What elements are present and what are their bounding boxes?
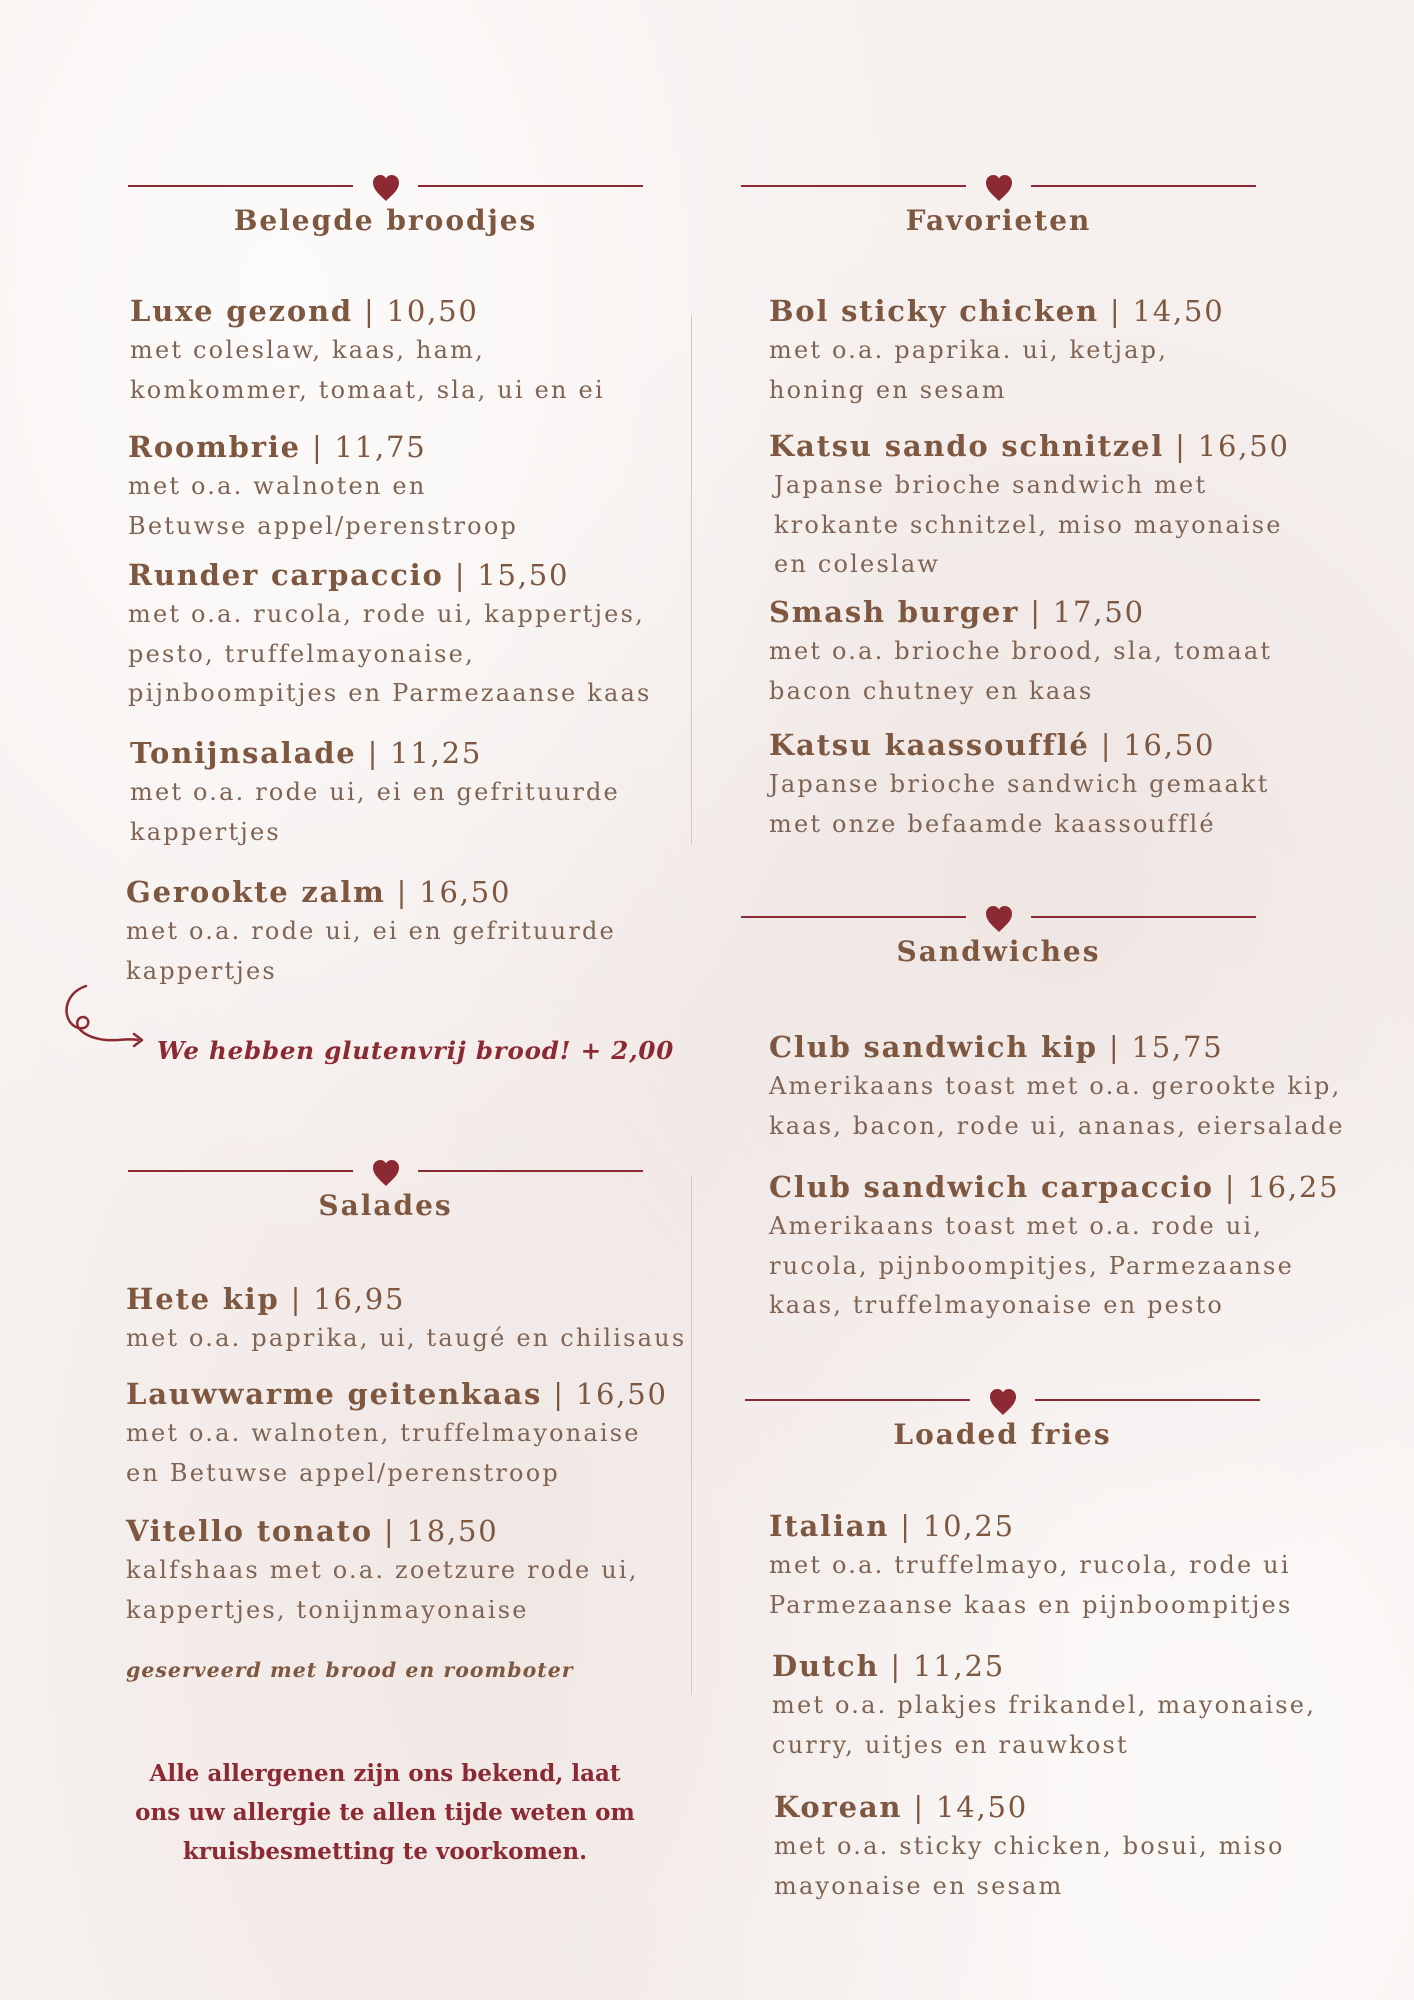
section-title: Salades — [318, 1189, 453, 1222]
heart-icon — [983, 172, 1015, 204]
item-name: Bol sticky chicken — [769, 294, 1099, 328]
item-desc: kalfshaas met o.a. zoetzure rode ui, — [126, 1556, 639, 1584]
menu-item — [130, 291, 720, 410]
section-title: Loaded fries — [893, 1418, 1112, 1451]
item-desc: pesto, truffelmayonaise, — [128, 639, 475, 668]
section-title: Favorieten — [905, 204, 1092, 237]
item-desc: Amerikaans toast met o.a. gerookte kip, — [769, 1072, 1342, 1100]
menu-item — [769, 291, 1359, 410]
item-desc: honing en sesam — [769, 375, 1007, 404]
allergy-notice-line: kruisbesmetting te voorkomen. — [182, 1838, 588, 1865]
section-title: Sandwiches — [896, 935, 1101, 968]
divider-line — [741, 916, 966, 918]
menu-item — [126, 1279, 716, 1359]
item-price: | 14,50 — [913, 1790, 1028, 1824]
item-desc: Parmezaanse kaas en pijnboompitjes — [769, 1590, 1293, 1619]
item-price: | 11,25 — [367, 736, 483, 770]
menu-item — [769, 725, 1359, 844]
item-desc: met o.a. walnoten en — [128, 472, 427, 500]
glutenfree-note: We hebben glutenvrij brood! + 2,00 — [157, 1036, 675, 1065]
item-desc: bacon chutney en kaas — [769, 676, 1094, 705]
item-price: | 15,50 — [454, 558, 570, 592]
item-price: | 16,50 — [396, 875, 512, 909]
item-price: | 10,25 — [900, 1509, 1015, 1543]
heart-icon — [370, 172, 402, 204]
menu-item — [769, 426, 1359, 585]
menu-item — [772, 1646, 1362, 1765]
item-desc: met o.a. plakjes frikandel, mayonaise, — [772, 1691, 1317, 1719]
item-desc: Japanse brioche sandwich met — [774, 471, 1208, 499]
divider-line — [745, 1399, 970, 1401]
divider-line — [128, 185, 353, 187]
menu-item — [126, 1511, 716, 1630]
section-header-favorieten — [741, 160, 1256, 240]
item-price: | 16,25 — [1224, 1170, 1340, 1204]
item-desc: krokante schnitzel, miso mayonaise — [774, 510, 1283, 539]
menu-item — [769, 1027, 1359, 1146]
item-desc: rucola, pijnboompitjes, Parmezaanse — [769, 1251, 1294, 1280]
section-header-sandwiches — [741, 891, 1256, 971]
item-desc: met coleslaw, kaas, ham, — [130, 336, 485, 364]
item-desc: met o.a. truffelmayo, rucola, rode ui — [769, 1551, 1291, 1579]
item-desc: met o.a. rucola, rode ui, kappertjes, — [128, 600, 645, 628]
item-desc: met o.a. sticky chicken, bosui, miso — [774, 1832, 1285, 1860]
item-name: Italian — [769, 1509, 890, 1543]
allergy-notice — [120, 1754, 650, 1871]
item-name: Gerookte zalm — [126, 875, 386, 909]
section-header-belegde — [128, 160, 643, 240]
item-price: | 16,95 — [290, 1282, 406, 1316]
item-desc: komkommer, tomaat, sla, ui en ei — [130, 375, 605, 404]
item-price: | 14,50 — [1109, 294, 1225, 328]
item-name: Luxe gezond — [130, 294, 354, 328]
item-name: Smash burger — [769, 595, 1020, 629]
item-desc: en coleslaw — [774, 550, 941, 578]
item-desc: kaas, bacon, rode ui, ananas, eiersalade — [769, 1111, 1345, 1140]
item-desc: met onze befaamde kaassoufflé — [769, 809, 1216, 838]
item-name: Roombrie — [128, 430, 301, 464]
item-name: Katsu sando schnitzel — [769, 429, 1165, 463]
item-desc: kaas, truffelmayonaise en pesto — [769, 1291, 1225, 1319]
item-desc: pijnboompitjes en Parmezaanse kaas — [128, 679, 652, 707]
section-header-salades — [128, 1145, 643, 1225]
item-desc: met o.a. paprika, ui, taugé en chilisaus — [126, 1324, 687, 1352]
item-name: Runder carpaccio — [128, 558, 444, 592]
divider-line — [418, 1170, 643, 1172]
item-price: | 11,25 — [890, 1649, 1006, 1683]
item-price: | 10,50 — [364, 294, 479, 328]
item-desc: met o.a. rode ui, ei en gefrituurde — [130, 778, 620, 806]
heart-icon — [987, 1386, 1019, 1418]
salades-note: geserveerd met brood en roomboter — [126, 1658, 574, 1682]
menu-item — [128, 555, 718, 714]
section-title: Belegde broodjes — [233, 204, 538, 237]
item-price: | 16,50 — [1175, 429, 1290, 463]
divider-line — [418, 185, 643, 187]
item-desc: met o.a. walnoten, truffelmayonaise — [126, 1419, 641, 1447]
heart-icon — [983, 903, 1015, 935]
menu-item — [769, 1506, 1359, 1625]
divider-line — [1031, 185, 1256, 187]
menu-item — [126, 872, 716, 991]
item-desc: curry, uitjes en rauwkost — [772, 1730, 1129, 1759]
section-header-fries — [745, 1374, 1260, 1454]
item-name: Lauwwarme geitenkaas — [126, 1377, 543, 1411]
divider-line — [1035, 1399, 1260, 1401]
item-desc: kappertjes — [130, 817, 281, 846]
item-name: Korean — [774, 1790, 903, 1824]
item-desc: Betuwse appel/perenstroop — [128, 511, 519, 540]
menu-item — [774, 1787, 1364, 1906]
item-desc: met o.a. brioche brood, sla, tomaat — [769, 637, 1273, 665]
menu-item — [769, 1167, 1359, 1326]
item-desc: met o.a. rode ui, ei en gefrituurde — [126, 917, 616, 945]
item-desc: en Betuwse appel/perenstroop — [126, 1458, 560, 1487]
divider-line — [741, 185, 966, 187]
allergy-notice-line: Alle allergenen zijn ons bekend, laat — [149, 1760, 621, 1787]
item-name: Hete kip — [126, 1282, 280, 1316]
item-price: | 18,50 — [383, 1514, 499, 1548]
item-price: | 11,75 — [311, 430, 427, 464]
menu-item — [126, 1374, 716, 1493]
menu-item — [128, 427, 718, 546]
item-name: Dutch — [772, 1649, 880, 1683]
menu-item — [130, 733, 720, 852]
item-name: Club sandwich carpaccio — [769, 1170, 1214, 1204]
item-desc: mayonaise en sesam — [774, 1871, 1064, 1900]
item-name: Club sandwich kip — [769, 1030, 1098, 1064]
heart-icon — [370, 1157, 402, 1189]
item-price: | 17,50 — [1030, 595, 1145, 629]
divider-line — [1031, 916, 1256, 918]
item-desc: kappertjes — [126, 956, 277, 985]
item-desc: met o.a. paprika. ui, ketjap, — [769, 336, 1169, 364]
item-desc: kappertjes, tonijnmayonaise — [126, 1595, 529, 1624]
curly-arrow-icon — [56, 980, 146, 1070]
item-price: | 15,75 — [1108, 1030, 1224, 1064]
allergy-notice-line: ons uw allergie te allen tijde weten om — [135, 1799, 635, 1826]
item-name: Katsu kaassoufflé — [769, 728, 1090, 762]
item-name: Vitello tonato — [126, 1514, 373, 1548]
item-price: | 16,50 — [1100, 728, 1216, 762]
item-desc: Japanse brioche sandwich gemaakt — [769, 770, 1270, 798]
item-name: Tonijnsalade — [130, 736, 357, 770]
menu-item — [769, 592, 1359, 711]
item-price: | 16,50 — [553, 1377, 668, 1411]
divider-line — [128, 1170, 353, 1172]
item-desc: Amerikaans toast met o.a. rode ui, — [769, 1212, 1264, 1240]
